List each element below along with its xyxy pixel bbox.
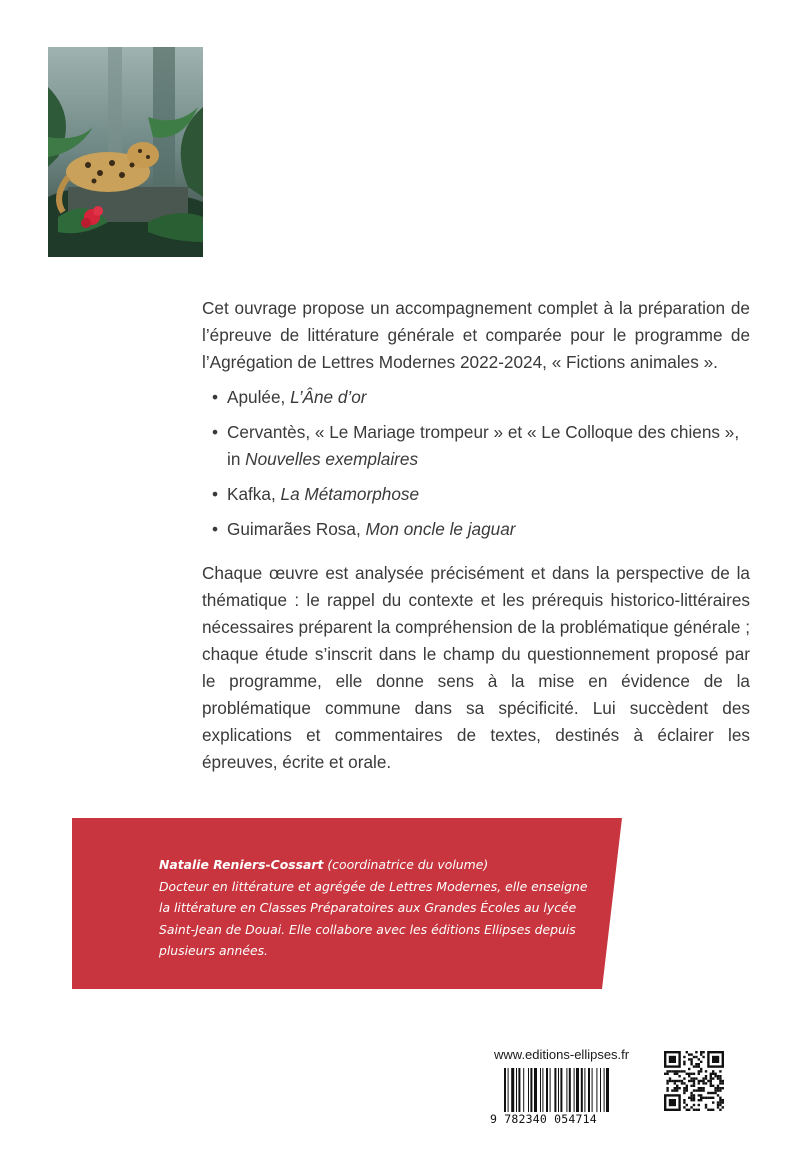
bullet-icon: • [212,387,219,407]
jaguar-illustration [48,47,203,257]
author-bio [159,854,589,962]
work-author: Cervantès, « Le Mariage trompeur » et « Le Colloque des chiens », in [227,422,740,469]
intro-paragraph: Cet ouvrage propose un accompagnement complet à la préparation de l’épreuve de littérature générale et comparée pour le programme de l’Agrégation de Lettres Modernes 2022-2024, « Fictions animales ». [202,298,750,372]
analysis-paragraph: Chaque œuvre est analysée précisément et dans la perspective de la thématique : le rappel du contexte et les prérequis historico-littéraires nécessaires préparent la compréhension de la problématique générale ; chaque étude s’inscrit dans le champ du questionnement proposé par le programme, elle donne sens à la mise en évidence de la problématique commune dans sa spécificité. Lui succèdent des explications et commentaires de textes, destinés à éclairer les épreuves, écrite et orale. [202,563,750,772]
author-band [72,818,632,989]
list-item [212,384,752,411]
author-role: (coordinatrice du volume) [323,857,489,872]
publisher-website: www.editions-ellipses.fr [494,1047,630,1062]
author-bio-text: Docteur en littérature et agrégée de Lettres Modernes, elle enseigne la littérature en Classes Préparatoires aux Grandes Écoles au lycée Saint-Jean de Douai. Elle collabore avec les éditions Ellipses depuis plusieurs années. [159,878,588,958]
work-author: Apulée, [227,387,291,407]
cover-image [48,47,203,257]
list-item [212,516,752,543]
work-title: Nouvelles exemplaires [245,449,419,469]
bullet-icon: • [212,484,219,504]
list-item [212,419,752,473]
work-author: Guimarães Rosa, [227,519,366,539]
work-title: La Métamorphose [280,484,420,504]
qr-code-icon [664,1051,724,1111]
work-title: L’Âne d’or [290,387,367,407]
barcode-bars [490,1068,650,1112]
work-title: Mon oncle le jaguar [365,519,516,539]
bullet-icon: • [212,519,219,539]
works-list [212,384,752,551]
bullet-icon: • [212,422,219,442]
qr-code [664,1051,724,1111]
work-author: Kafka, [227,484,281,504]
list-item [212,481,752,508]
isbn-number: 9 782340 054714 [490,1112,597,1126]
author-name: Natalie Reniers-Cossart [159,857,324,872]
